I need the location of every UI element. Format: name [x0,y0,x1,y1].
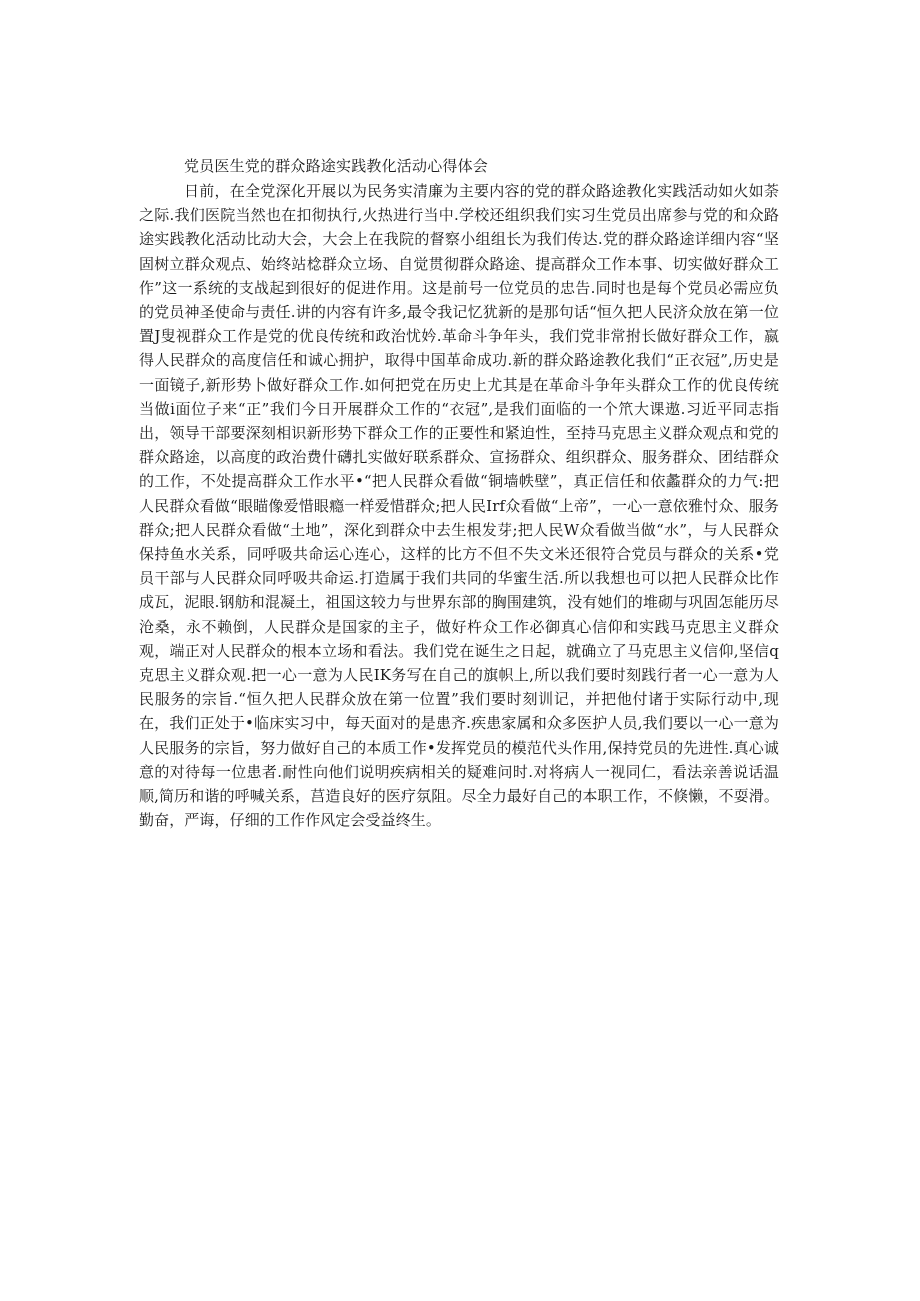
document-title: 党员医生党的群众路途实践教化活动心得体会 [184,157,489,175]
document-body-paragraph: 日前，在全党深化开展以为民务实清廉为主要内容的党的群众路途教化实践活动如火如荼之际.我们医院当然也在扣彻执行,火热进行当中.学校还组织我们实习生党员出席参与党的和众路途实践教化活动比动大会，大会上在我院的督察小组组长为我们传达.党的群众路途详细内容“坚固树立群众观点、始终站棯群众立场、自觉贯彻群众路途、提高群众工作本事、切实做好群众工作”这一系统的支战起到很好的促进作用。这是前号一位党员的忠告.同时也是每个党员必需应负的党员神圣使命与责任.讲的内容有许多,最令我记忆犹新的是那句话“恒久把人民济众放在第一位置J叟视群众工作是党的优良传统和政治忧妗.革命斗争年头，我们党非常拊长做好群众工作，嬴得人民群众的高度信任和诚心拥护，取得中国革命成功.新的群众路途教化我们“正衣冠”,历史是一面镜子,新形势卜做好群众工作.如何把党在历史上尤其是在革命斗争年头群众工作的优良传统当做i面位子来“正”我们今日开展群众工作的“衣冠”,是我们面临的一个笊大课遨.习近平同志指出，领导干部要深刻相识新形势下群众工作的正要性和紧迫性，至持马克思主义群众观点和党的群众路途，以高度的政治费什礴扎实做好联系群众、宣扬群众、组织群众、服务群众、团结群众的工作，不处提高群众工作水平•“把人民群众看做“铜墙帙壁”，真正信任和依蠡群众的力气:把人民群众看做“眼瞄像爱惜眼瘾一样爱惜群众;把人民Irf众看做“上帝”，一心一意依雅忖众、服务群众;把人民群众看做“土地”，深化到群众中去生根发芽;把人民W众看做当做“水”，与人民群众保持鱼水关系，同呼吸共命运心连心，这样的比方不但不失文米还很符合党员与群众的关系•党员干部与人民群众同呼吸共命运.打造属于我们共同的华蜜生活.所以我想也可以把人民群众比作成瓦，泥眼.钢舫和混凝土，祖国这较力与世界东部的胸围建筑，没有她们的堆砌与巩固怎能历尽沧桑，永不赖倒，人民群众是国家的主子，做好杵众工作必御真心信仰和实践马克思主义群众观，端正对人民群众的根本立场和看法。我们党在诞生之日起，就确立了马克思主义信仰,坚信q克思主义群众观.把一心一意为人民IK务写在自己的旗帜上,所以我们要时刻践行者一心一意为人民服务的宗旨.“恒久把人民群众放在第一位置”我们要时刻训记，并把他付诸于实际行动中,现在，我们正处于•临床实习中，每天面对的是患齐.疾患家属和众多医护人员,我们要以一心一意为人民服务的宗旨，努力做好自己的本质工作•发挥党员的模范代头作用,保持党员的先进性.真心诚意的对待每一位患者.耐性向他们说明疾病相关的疑难问时.对将病人一视同仁，看法亲善说话温顺,简历和谐的呼喊关系，莒造良好的医疗氛阻。尽全力最好自己的本职工作，不倏懒，不耍滑。勤奋，严诲，仔细的工作作风定会受益终生。 [139,182,779,830]
document-content [139,155,779,832]
